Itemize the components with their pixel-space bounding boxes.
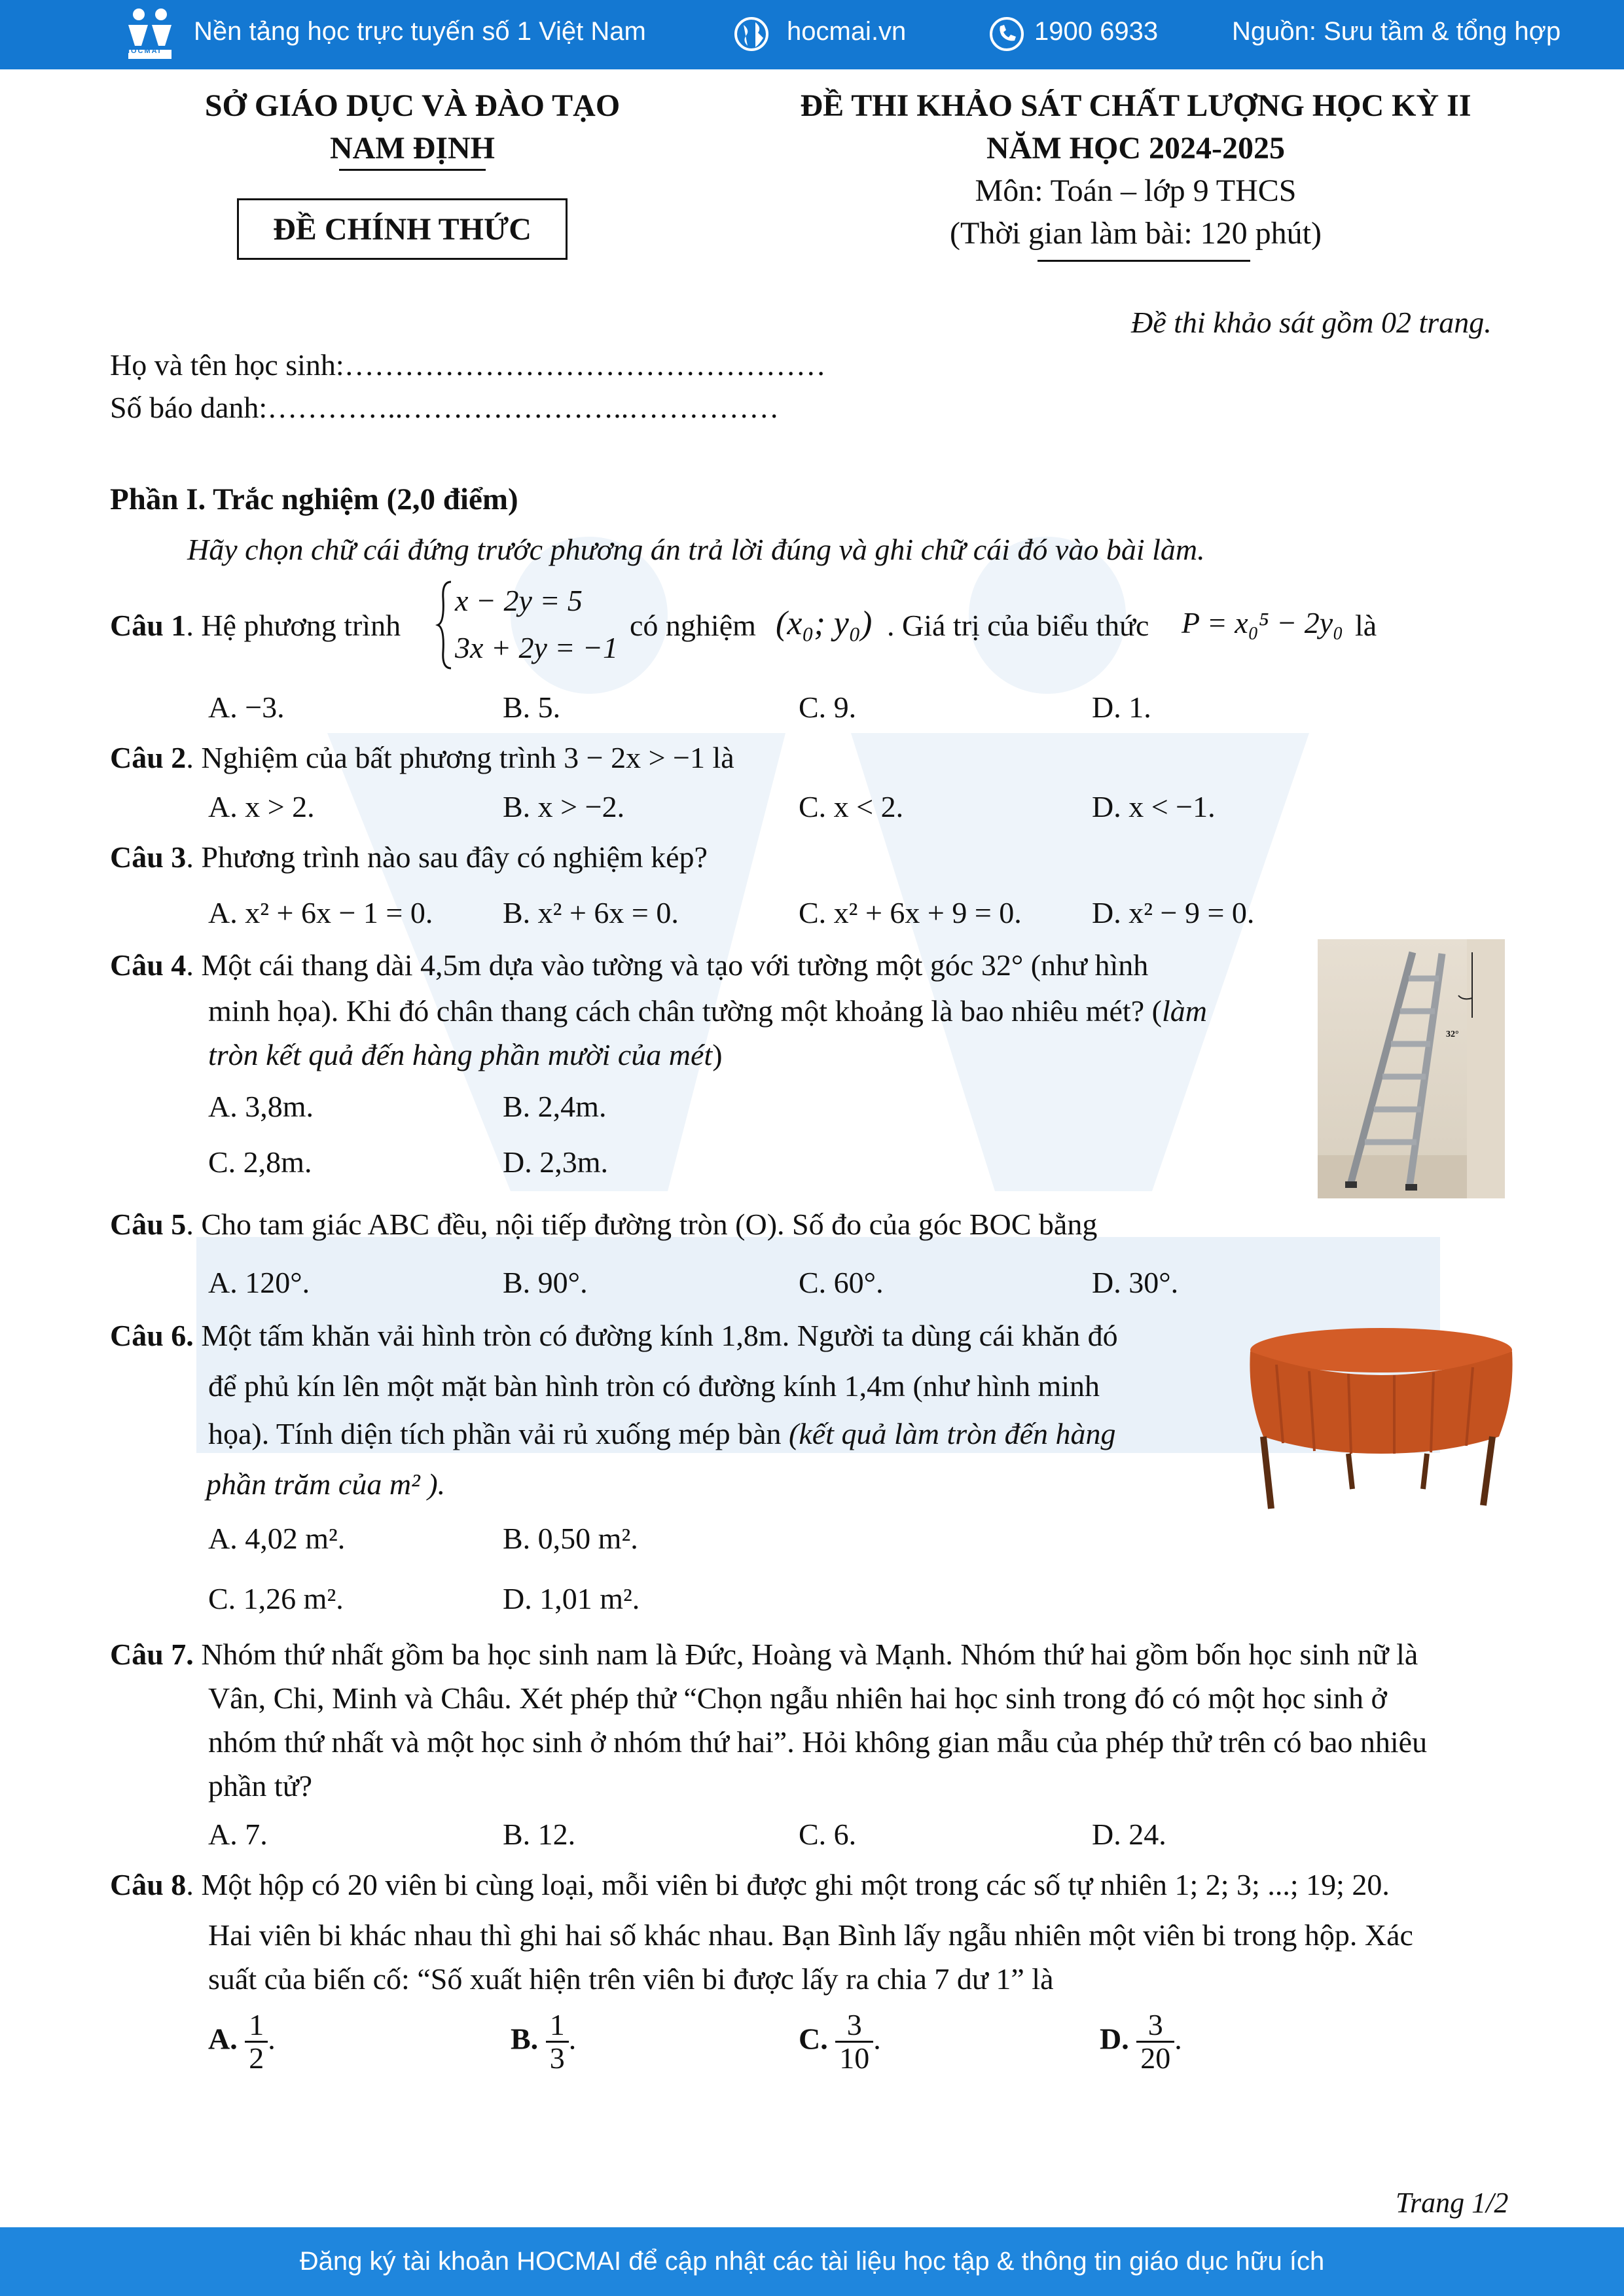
ladder-figure [1318, 939, 1505, 1198]
line-text: ) [712, 1038, 723, 1071]
province-name: NAM ĐỊNH [330, 131, 495, 166]
section-instruction: Hãy chọn chữ cái đứng trước phương án trả lời đúng và ghi chữ cái đó vào bài làm. [187, 533, 1205, 566]
question-7-line2: Vân, Chi, Minh và Châu. Xét phép thử “Chọn ngẫu nhiên hai học sinh trong đó có một học sinh ở [208, 1681, 1387, 1715]
student-name-field[interactable]: Họ và tên học sinh:………………………………………… [110, 348, 826, 382]
denominator: 3 [549, 2041, 565, 2075]
question-3 [110, 839, 708, 875]
department-name: SỞ GIÁO DỤC VÀ ĐÀO TẠO [204, 88, 621, 123]
question-4-line3 [208, 1037, 723, 1073]
question-4 [110, 947, 1148, 983]
duration-underline [1038, 260, 1250, 262]
option-b[interactable]: B. x > −2. [503, 790, 625, 823]
page-count-note: Đề thi khảo sát gồm 02 trang. [1131, 306, 1492, 339]
option-b[interactable]: B. 2,4m. [503, 1090, 607, 1123]
question-text: . Phương trình nào sau đây có nghiệm kép? [186, 840, 708, 874]
option-a[interactable]: A. x > 2. [208, 790, 315, 823]
question-7-line3: nhóm thứ nhất và một học sinh ở nhóm thứ hai”. Hỏi không gian mẫu của phép thử trên có bao nhiêu [208, 1725, 1428, 1759]
option-a[interactable]: A. 4,02 m². [208, 1522, 346, 1555]
question-1 [110, 607, 401, 643]
ladder-icon [1318, 939, 1505, 1198]
system-brace-icon [435, 579, 454, 671]
solution-pair: (x₀; y₀) [776, 605, 873, 642]
question-text-mid: có nghiệm [630, 609, 756, 642]
question-8-line2: Hai viên bi khác nhau thì ghi hai số khác nhau. Bạn Bình lấy ngẫu nhiên một viên bi trong hộp. Xác [208, 1918, 1413, 1952]
line-text: họa). Tính diện tích phần vải rủ xuống mép bàn [208, 1417, 789, 1450]
option-c[interactable]: C. 2,8m. [208, 1145, 312, 1179]
angle-label: 32° [1446, 1030, 1459, 1039]
question-label: Câu 5 [110, 1208, 187, 1241]
fraction [835, 2009, 873, 2075]
header-underline [339, 169, 486, 171]
equation-2: 3x + 2y = −1 [455, 631, 618, 664]
question-8-line3: suất của biến cố: “Số xuất hiện trên viên bi được lấy ra chia 7 dư 1” là [208, 1962, 1054, 1996]
question-text-end: là [1355, 609, 1377, 642]
question-text: Nhóm thứ nhất gồm ba học sinh nam là Đức, Hoàng và Mạnh. Nhóm thứ hai gồm bốn học sinh nữ là [193, 1638, 1418, 1671]
fraction [1136, 2009, 1174, 2075]
question-6-line3 [208, 1416, 1116, 1452]
question-text: . Một cái thang dài 4,5m dựa vào tường và tạo với tường một góc 32° (như hình [186, 948, 1149, 982]
line-text: minh họa). Khi đó chân thang cách chân tường một khoảng là bao nhiêu mét? ( [208, 994, 1162, 1028]
question-6-line2: để phủ kín lên một mặt bàn hình tròn có đường kính 1,4m (như hình minh [208, 1369, 1100, 1403]
option-a[interactable]: A. −3. [208, 691, 285, 724]
option-letter: C. [799, 2022, 828, 2056]
question-text: . Hệ phương trình [186, 609, 401, 642]
option-a[interactable]: A. x² + 6x − 1 = 0. [208, 896, 433, 929]
question-7-line4: phần tử? [208, 1769, 313, 1803]
question-label: Câu 2 [110, 741, 187, 774]
numerator: 1 [245, 2009, 268, 2043]
option-c[interactable]: C. x < 2. [799, 790, 904, 823]
website-link[interactable]: hocmai.vn [787, 17, 907, 46]
numerator: 3 [835, 2009, 873, 2043]
question-label: Câu 6. [110, 1319, 194, 1352]
option-letter: A. [208, 2022, 238, 2056]
option-c[interactable]: C. 1,26 m². [208, 1582, 344, 1615]
duration: (Thời gian làm bài: 120 phút) [950, 216, 1322, 251]
hocmai-logo-icon [122, 5, 181, 64]
round-table-icon [1237, 1325, 1525, 1515]
option-d[interactable]: D. 24. [1092, 1818, 1166, 1851]
footer-banner[interactable] [0, 2227, 1624, 2296]
question-text: . Một hộp có 20 viên bi cùng loại, mỗi viên bi được ghi một trong các số tự nhiên 1; 2; 3; ...; 19; 20. [186, 1868, 1390, 1901]
equation-1: x − 2y = 5 [455, 584, 583, 617]
line-italic: làm [1161, 994, 1207, 1028]
question-7 [110, 1636, 1418, 1672]
option-a[interactable]: A. 120°. [208, 1266, 310, 1299]
denominator: 20 [1140, 2041, 1171, 2075]
question-6-line4: phần trăm của m² ). [206, 1467, 446, 1501]
option-c[interactable]: C. 60°. [799, 1266, 884, 1299]
option-c[interactable]: C. x² + 6x + 9 = 0. [799, 896, 1022, 929]
question-6 [110, 1318, 1118, 1354]
tagline: Nền tảng học trực tuyến số 1 Việt Nam [194, 17, 646, 46]
option-d[interactable]: D. 2,3m. [503, 1145, 608, 1179]
option-b[interactable]: B. x² + 6x = 0. [503, 896, 679, 929]
section-title: Phần I. Trắc nghiệm (2,0 điểm) [110, 482, 518, 516]
option-b[interactable]: B. 90°. [503, 1266, 588, 1299]
question-5 [110, 1206, 1097, 1242]
denominator: 10 [839, 2041, 870, 2075]
question-label: Câu 8 [110, 1868, 187, 1901]
logo-text: HOCMAI [124, 47, 162, 55]
source-note: Nguồn: Sưu tầm & tổng hợp [1232, 17, 1561, 46]
option-a[interactable]: A. $\frac{1}{2}$ . [208, 2008, 276, 2075]
numerator: 1 [546, 2009, 569, 2043]
footer-text: Đăng ký tài khoản HOCMAI để cập nhật các tài liệu học tập & thông tin giáo dục hữu ích [299, 2247, 1325, 2276]
question-text: . Nghiệm của bất phương trình 3 − 2x > −1 là [186, 741, 734, 774]
option-b[interactable]: B. 0,50 m². [503, 1522, 638, 1555]
phone-icon [988, 16, 1025, 52]
option-letter: B. [511, 2022, 539, 2056]
question-4-line2 [208, 993, 1207, 1029]
question-label: Câu 1 [110, 609, 187, 642]
school-year: NĂM HỌC 2024-2025 [986, 131, 1285, 166]
question-label: Câu 7. [110, 1638, 194, 1671]
expression-p: P = x₀⁵ − 2y₀ [1182, 606, 1344, 639]
option-b[interactable]: B. $\frac{1}{3}$ . [511, 2008, 577, 2075]
option-letter: D. [1100, 2022, 1129, 2056]
line-italic: (kết quả làm tròn đến hàng [789, 1417, 1116, 1450]
top-banner [0, 0, 1624, 69]
fraction [245, 2009, 268, 2075]
exam-title: ĐỀ THI KHẢO SÁT CHẤT LƯỢNG HỌC KỲ II [800, 88, 1471, 123]
official-label: ĐỀ CHÍNH THỨC [273, 212, 532, 247]
option-d[interactable]: D. $\frac{3}{20}$ . [1100, 2008, 1182, 2075]
question-text-after: . Giá trị của biểu thức [887, 609, 1149, 642]
option-d[interactable]: D. x < −1. [1092, 790, 1216, 823]
line-italic: tròn kết quả đến hàng phần mười của mét [208, 1038, 713, 1071]
question-label: Câu 4 [110, 948, 187, 982]
option-b[interactable]: B. 12. [503, 1818, 576, 1851]
option-a[interactable]: A. 3,8m. [208, 1090, 314, 1123]
question-2 [110, 740, 734, 776]
option-d[interactable]: D. x² − 9 = 0. [1092, 896, 1255, 929]
question-text: . Cho tam giác ABC đều, nội tiếp đường tròn (O). Số đo của góc BOC bằng [186, 1208, 1098, 1241]
numerator: 3 [1136, 2009, 1174, 2043]
subject: Môn: Toán – lớp 9 THCS [975, 173, 1297, 208]
option-d[interactable]: D. 30°. [1092, 1266, 1179, 1299]
question-8 [110, 1867, 1390, 1903]
fraction [546, 2009, 569, 2075]
option-c[interactable]: C. 6. [799, 1818, 857, 1851]
option-a[interactable]: A. 7. [208, 1818, 268, 1851]
option-d[interactable]: D. 1,01 m². [503, 1582, 640, 1615]
option-b[interactable]: B. 5. [503, 691, 561, 724]
globe-icon [733, 16, 770, 52]
phone-number[interactable]: 1900 6933 [1034, 17, 1159, 46]
denominator: 2 [249, 2041, 264, 2075]
question-text: Một tấm khăn vải hình tròn có đường kính 1,8m. Người ta dùng cái khăn đó [193, 1319, 1118, 1352]
official-stamp-box [237, 198, 568, 260]
option-d[interactable]: D. 1. [1092, 691, 1151, 724]
student-id-field[interactable]: Số báo danh:…………..…………………..…………… [110, 391, 780, 424]
question-label: Câu 3 [110, 840, 187, 874]
page-number: Trang 1/2 [1396, 2187, 1509, 2219]
option-c[interactable]: C. $\frac{3}{10}$ . [799, 2008, 881, 2075]
option-c[interactable]: C. 9. [799, 691, 857, 724]
